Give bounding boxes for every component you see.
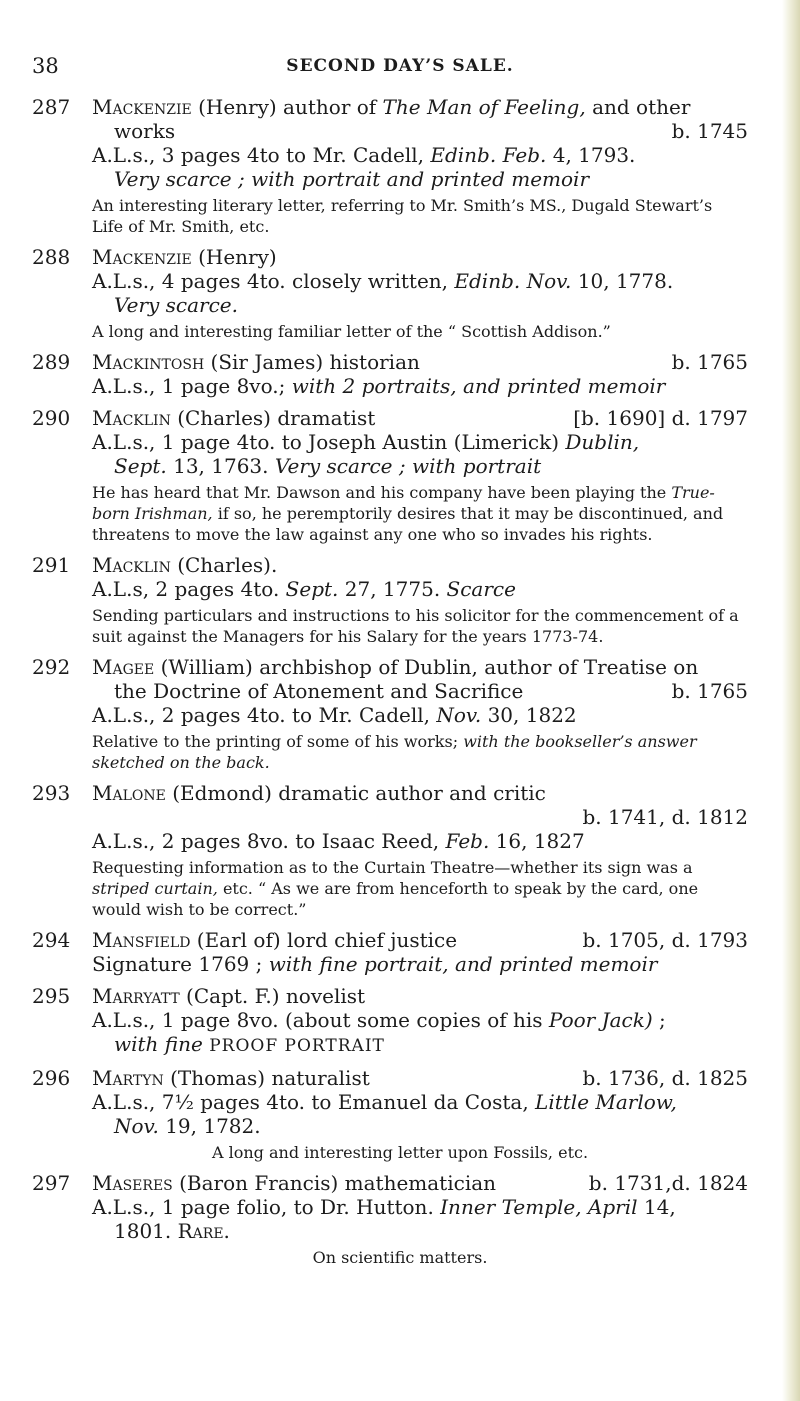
lot-number: 287 [32,95,71,119]
lot-heading: Malone (Edmond) dramatic author and critic [92,781,546,805]
lot-heading: Mackintosh (Sir James) historian b. 1765 [92,350,748,374]
author-name: Macklin [92,553,171,577]
letter-description: Signature 1769 ; with fine portrait, and printed memoir [92,952,658,976]
lot-entry-287 [0,95,780,237]
author-name: Martyn [92,1066,164,1090]
lot-entry-297 [0,1171,780,1268]
lot-heading: Mackenzie (Henry) [92,245,277,269]
letter-description: A.L.s., 1 page 8vo. (about some copies of his Poor Jack) ; [92,1008,666,1032]
lot-number: 288 [32,245,71,269]
letter-description: A.L.s., 2 pages 8vo. to Isaac Reed, Feb. 16, 1827 [92,829,585,853]
life-dates: b. 1705, d. 1793 [582,928,748,952]
rarity-note: Very scarce. [114,293,239,317]
rarity-note: Very scarce ; with portrait and printed memoir [114,167,590,191]
lot-note: A long and interesting familiar letter of the “ Scottish Addison.” [92,322,611,341]
author-name: Marryatt [92,984,180,1008]
lot-number: 292 [32,655,71,679]
lot-entry-288 [0,245,780,342]
lot-note: He has heard that Mr. Dawson and his company have been playing the True-born Irishman, if so, he peremptorily desires that it may be discontinued, and threatens to move the law against any one who so invades his rights. [92,483,724,544]
running-title: SECOND DAY’S SALE. [286,56,514,76]
lot-heading: Mansfield (Earl of) lord chief justice b. 1705, d. 1793 [92,928,748,952]
lot-number: 290 [32,406,71,430]
lot-entry-294 [0,928,780,976]
lot-number: 293 [32,781,71,805]
letter-description-continued: Sept. 13, 1763. Very scarce ; with portrait [114,454,542,478]
author-name: Mackintosh [92,350,205,374]
letter-description: A.L.s., 1 page 4to. to Joseph Austin (Limerick) Dublin, [92,430,640,454]
lot-note: Requesting information as to the Curtain Theatre—whether its sign was a striped curtain, etc. “ As we are from henceforth to speak by the card, one would wish to be correct.” [92,858,699,919]
lot-entry-295 [0,984,780,1058]
lot-number: 289 [32,350,71,374]
lot-heading: Mackenzie (Henry) author of The Man of Feeling, and other [92,95,691,119]
lot-note: An interesting literary letter, referring to Mr. Smith’s MS., Dugald Stewart’s Life of Mr. Smith, etc. [92,196,713,236]
lot-number: 296 [32,1066,71,1090]
author-name: Malone [92,781,166,805]
lot-heading: Maseres (Baron Francis) mathematician b. 1731,d. 1824 [92,1171,748,1195]
lot-entry-289 [0,350,780,398]
author-name: Magee [92,655,155,679]
lot-heading: Magee (William) archbishop of Dublin, author of Treatise on [92,655,699,679]
life-dates: b. 1745 [671,119,748,143]
letter-description: A.L.s., 1 page folio, to Dr. Hutton. Inner Temple, April 14, [92,1195,676,1219]
letter-description-continued: with fine PROOF PORTRAIT [114,1032,385,1056]
lot-entry-293 [0,781,780,920]
lot-entry-292 [0,655,780,773]
author-name: Mansfield [92,928,191,952]
lot-heading-continued [0,805,780,829]
page-header [0,54,800,94]
lot-heading: Macklin (Charles). [92,553,278,577]
author-name: Maseres [92,1171,173,1195]
letter-description: A.L.s., 2 pages 4to. to Mr. Cadell, Nov. 30, 1822 [92,703,577,727]
letter-description: A.L.s, 2 pages 4to. Sept. 27, 1775. Scarce [92,577,516,601]
lot-heading: Macklin (Charles) dramatist [b. 1690] d. 1797 [92,406,748,430]
letter-description-continued: Nov. 19, 1782. [114,1114,261,1138]
life-dates: b. 1741, d. 1812 [582,805,748,829]
author-name: Macklin [92,406,171,430]
page-edge [782,0,800,1401]
page-number: 38 [32,54,59,78]
lot-note: On scientific matters. [312,1248,488,1267]
life-dates: b. 1736, d. 1825 [582,1066,748,1090]
lot-number: 291 [32,553,71,577]
letter-description: A.L.s., 4 pages 4to. closely written, Edinb. Nov. 10, 1778. [92,269,674,293]
letter-description-continued: 1801. Rare. [114,1219,230,1243]
life-dates: b. 1765 [671,350,748,374]
life-dates: b. 1731,d. 1824 [588,1171,748,1195]
lot-entry-291 [0,553,780,647]
letter-description: A.L.s., 3 pages 4to to Mr. Cadell, Edinb. Feb. 4, 1793. [92,143,636,167]
life-dates: [b. 1690] d. 1797 [573,406,748,430]
author-name: Mackenzie [92,95,192,119]
lot-entry-296 [0,1066,780,1163]
lot-heading: Martyn (Thomas) naturalist b. 1736, d. 1825 [92,1066,748,1090]
author-name: Mackenzie [92,245,192,269]
lot-list [0,95,780,1276]
lot-note: Sending particulars and instructions to his solicitor for the commencement of a suit against the Managers for his Salary for the years 1773-74. [92,606,739,646]
lot-number: 294 [32,928,71,952]
letter-description: A.L.s., 1 page 8vo.; with 2 portraits, and printed memoir [92,374,666,398]
lot-heading-continued: the Doctrine of Atonement and Sacrifice b. 1765 [114,679,748,703]
lot-number: 297 [32,1171,71,1195]
lot-heading-continued: works b. 1745 [114,119,748,143]
lot-heading: Marryatt (Capt. F.) novelist [92,984,366,1008]
lot-note: A long and interesting letter upon Fossils, etc. [211,1143,589,1162]
lot-note: Relative to the printing of some of his works; with the bookseller’s answer sketched on the back. [92,732,697,772]
lot-number: 295 [32,984,71,1008]
lot-entry-290 [0,406,780,545]
letter-description: A.L.s., 7½ pages 4to. to Emanuel da Costa, Little Marlow, [92,1090,677,1114]
life-dates: b. 1765 [671,679,748,703]
